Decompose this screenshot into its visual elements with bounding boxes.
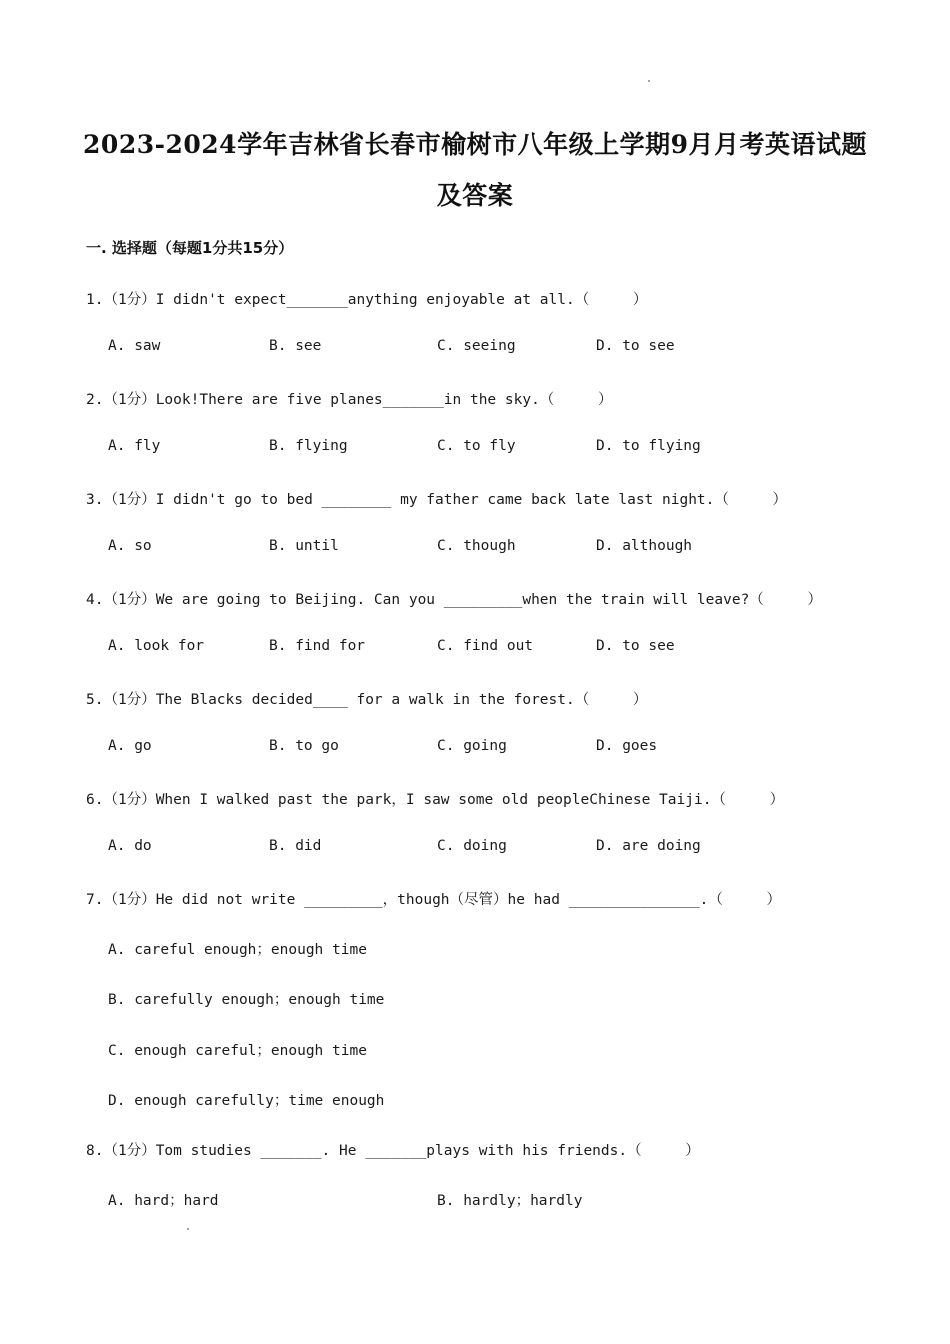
question-7-option-c: C. enough careful；enough time: [108, 1043, 367, 1059]
question-7-option-d: D. enough carefully；time enough: [108, 1093, 385, 1109]
question-6-option-c: C. doing: [437, 838, 507, 854]
question-4-stem: 4.（1分）We are going to Beijing. Can you _________when the train will leave?（ ）: [86, 592, 822, 608]
question-6-stem: 6.（1分）When I walked past the park，I saw some old peopleChinese Taiji.（ ）: [86, 792, 785, 808]
question-3-option-b: B. until: [269, 538, 339, 554]
question-2-option-b: B. flying: [269, 438, 348, 454]
question-3-stem: 3.（1分）I didn't go to bed ________ my father came back late last night.（ ）: [86, 492, 788, 508]
section-heading: 一. 选择题（每题1分共15分）: [86, 239, 294, 257]
question-5-option-c: C. going: [437, 738, 507, 754]
question-4-option-a: A. look for: [108, 638, 205, 654]
question-7-option-b: B. carefully enough；enough time: [108, 992, 385, 1008]
question-1-option-d: D. to see: [596, 338, 675, 354]
scan-dot-top: [648, 80, 650, 82]
question-6-option-a: A. do: [108, 838, 152, 854]
question-2-stem: 2.（1分）Look!There are five planes_______in the sky.（ ）: [86, 392, 613, 408]
question-5-stem: 5.（1分）The Blacks decided____ for a walk in the forest.（ ）: [86, 692, 648, 708]
question-7-stem: 7.（1分）He did not write _________，though（尽管）he had _______________.（ ）: [86, 892, 781, 908]
question-3-option-c: C. though: [437, 538, 516, 554]
question-3-option-a: A. so: [108, 538, 152, 554]
question-5-option-a: A. go: [108, 738, 152, 754]
question-1-option-c: C. seeing: [437, 338, 516, 354]
scan-dot-bottom: [187, 1228, 189, 1230]
question-2-option-a: A. fly: [108, 438, 161, 454]
question-2-option-d: D. to flying: [596, 438, 701, 454]
question-5-option-d: D. goes: [596, 738, 658, 754]
question-4-option-c: C. find out: [437, 638, 534, 654]
question-4-option-b: B. find for: [269, 638, 366, 654]
document-title-line-2: 及答案: [436, 181, 514, 210]
question-4-option-d: D. to see: [596, 638, 675, 654]
question-2-option-c: C. to fly: [437, 438, 516, 454]
question-7-option-a: A. careful enough；enough time: [108, 942, 367, 958]
question-8-stem: 8.（1分）Tom studies _______. He _______plays with his friends.（ ）: [86, 1143, 700, 1159]
question-5-option-b: B. to go: [269, 738, 339, 754]
document-title-line-1: 2023-2024学年吉林省长春市榆树市八年级上学期9月月考英语试题: [83, 130, 867, 159]
question-1-option-b: B. see: [269, 338, 322, 354]
question-1-option-a: A. saw: [108, 338, 161, 354]
question-6-option-d: D. are doing: [596, 838, 701, 854]
question-8-option-b: B. hardly；hardly: [437, 1193, 583, 1209]
question-6-option-b: B. did: [269, 838, 322, 854]
question-8-option-a: A. hard；hard: [108, 1193, 219, 1209]
question-3-option-d: D. although: [596, 538, 693, 554]
question-1-stem: 1.（1分）I didn't expect_______anything enjoyable at all.（ ）: [86, 292, 648, 308]
